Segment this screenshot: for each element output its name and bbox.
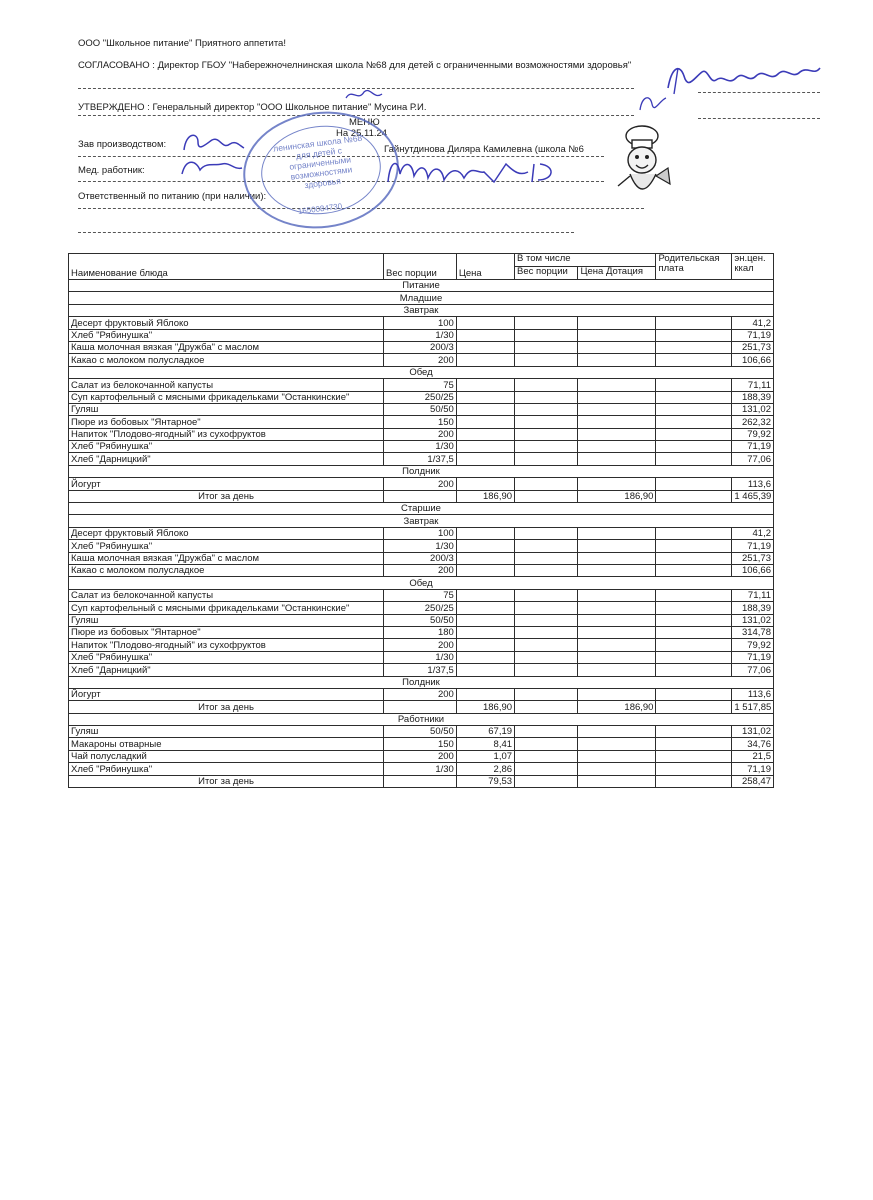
day-total-label: Итог за день <box>69 701 384 713</box>
stamp-number: 1650084730 <box>297 201 343 217</box>
dish-kcal: 79,92 <box>732 639 774 651</box>
section-row <box>69 676 774 688</box>
parent-payment-cell <box>656 688 732 700</box>
dish-weight: 200 <box>384 428 457 440</box>
table-row <box>69 453 774 465</box>
table-row <box>69 329 774 341</box>
sub-weight-cell <box>515 540 578 552</box>
dish-name: Напиток "Плодово-ягодный" из сухофруктов <box>69 428 384 440</box>
sub-weight-cell <box>515 564 578 576</box>
dish-price: 1,07 <box>456 750 514 762</box>
dish-price <box>456 564 514 576</box>
dish-price <box>456 354 514 366</box>
menu-table-body <box>69 280 774 788</box>
sub-price-cell <box>578 428 656 440</box>
sub-weight-cell <box>515 379 578 391</box>
parent-payment-cell <box>656 416 732 428</box>
dish-name: Какао с молоком полусладкое <box>69 354 384 366</box>
parent-payment-cell <box>656 527 732 539</box>
dish-weight: 1/30 <box>384 329 457 341</box>
dish-weight: 1/37,5 <box>384 453 457 465</box>
sub-price-cell <box>578 626 656 638</box>
sub-weight-cell <box>515 317 578 329</box>
menu-date: На 25.11.24 <box>336 128 388 139</box>
dish-price <box>456 651 514 663</box>
sub-price-cell <box>578 379 656 391</box>
sub-price-cell <box>578 602 656 614</box>
dish-weight: 1/37,5 <box>384 664 457 676</box>
dish-price <box>456 341 514 353</box>
sub-weight-cell <box>515 738 578 750</box>
section-row <box>69 292 774 304</box>
agreed-line: СОГЛАСОВАНО : Директор ГБОУ "Набережночелнинская школа №68 для детей с ограниченными возможностями здоровья" <box>78 60 632 71</box>
dish-weight: 100 <box>384 527 457 539</box>
parent-payment-cell <box>656 564 732 576</box>
approved-sign-dotted-line <box>698 118 820 119</box>
dish-weight: 200 <box>384 564 457 576</box>
production-signature <box>176 128 246 182</box>
dish-name: Гуляш <box>69 614 384 626</box>
table-row <box>69 664 774 676</box>
dish-weight: 200 <box>384 750 457 762</box>
dish-weight: 150 <box>384 738 457 750</box>
dish-name: Пюре из бобовых "Янтарное" <box>69 416 384 428</box>
section-label: Работники <box>69 713 774 725</box>
dish-weight: 75 <box>384 379 457 391</box>
table-row <box>69 589 774 601</box>
dish-kcal: 131,02 <box>732 403 774 415</box>
dish-price: 8,41 <box>456 738 514 750</box>
dish-kcal: 71,19 <box>732 540 774 552</box>
sub-price-cell <box>578 317 656 329</box>
production-label: Зав производством: <box>78 139 167 150</box>
table-row <box>69 341 774 353</box>
table-row <box>69 552 774 564</box>
section-label: Обед <box>69 366 774 378</box>
dish-kcal: 77,06 <box>732 453 774 465</box>
section-label: Завтрак <box>69 515 774 527</box>
table-row <box>69 428 774 440</box>
responsible-label: Ответственный по питанию (при наличии): <box>78 191 267 202</box>
sub-price-cell <box>578 478 656 490</box>
day-total-subsidy: 186,90 <box>578 490 656 502</box>
total-parent-payment-cell <box>656 490 732 502</box>
sub-price-cell <box>578 527 656 539</box>
dish-name: Гуляш <box>69 403 384 415</box>
dish-weight: 50/50 <box>384 403 457 415</box>
dish-weight: 200 <box>384 688 457 700</box>
sub-price-cell <box>578 750 656 762</box>
total-parent-payment-cell <box>656 775 732 787</box>
parent-payment-cell <box>656 341 732 353</box>
section-row <box>69 713 774 725</box>
parent-payment-cell <box>656 403 732 415</box>
dish-price <box>456 688 514 700</box>
dish-name: Гуляш <box>69 726 384 738</box>
parent-payment-cell <box>656 614 732 626</box>
dish-price <box>456 453 514 465</box>
dish-price <box>456 478 514 490</box>
dish-kcal: 71,19 <box>732 651 774 663</box>
sub-weight-cell <box>515 403 578 415</box>
parent-payment-cell <box>656 354 732 366</box>
sub-weight-cell <box>515 726 578 738</box>
dish-price <box>456 589 514 601</box>
dish-name: Десерт фруктовый Яблоко <box>69 527 384 539</box>
sub-price-cell <box>578 639 656 651</box>
section-label: Полдник <box>69 676 774 688</box>
dish-kcal: 188,39 <box>732 391 774 403</box>
dish-kcal: 314,78 <box>732 626 774 638</box>
dish-weight: 1/30 <box>384 651 457 663</box>
day-total-price: 186,90 <box>456 701 514 713</box>
total-weight-cell <box>384 775 457 787</box>
dish-name: Каша молочная вязкая "Дружба" с маслом <box>69 341 384 353</box>
parent-payment-cell <box>656 391 732 403</box>
dish-price <box>456 317 514 329</box>
parent-payment-cell <box>656 664 732 676</box>
sub-price-cell <box>578 726 656 738</box>
sub-weight-cell <box>515 651 578 663</box>
table-row <box>69 403 774 415</box>
dish-kcal: 251,73 <box>732 552 774 564</box>
col-header-price: Цена <box>456 254 514 280</box>
col-header-name: Наименование блюда <box>69 254 384 280</box>
dish-kcal: 113,6 <box>732 478 774 490</box>
section-row <box>69 515 774 527</box>
day-total-price: 186,90 <box>456 490 514 502</box>
col-header-parent-payment: Родительская плата <box>656 254 732 280</box>
table-row <box>69 317 774 329</box>
sub-weight-cell <box>515 527 578 539</box>
parent-payment-cell <box>656 639 732 651</box>
table-header-row <box>69 254 774 267</box>
dish-price <box>456 379 514 391</box>
section-label: Старшие <box>69 503 774 515</box>
parent-payment-cell <box>656 379 732 391</box>
extra-dotted-line <box>78 232 574 233</box>
dish-weight: 250/25 <box>384 602 457 614</box>
table-row <box>69 726 774 738</box>
dish-weight: 180 <box>384 626 457 638</box>
sub-price-cell <box>578 664 656 676</box>
medic-signature <box>384 152 564 192</box>
dish-kcal: 41,2 <box>732 527 774 539</box>
menu-title: МЕНЮ <box>349 117 380 128</box>
sub-weight-cell <box>515 416 578 428</box>
medic-label: Мед. работник: <box>78 165 145 176</box>
sub-weight-cell <box>515 750 578 762</box>
sub-weight-cell <box>515 626 578 638</box>
day-total-price: 79,53 <box>456 775 514 787</box>
dish-price <box>456 552 514 564</box>
dish-name: Макароны отварные <box>69 738 384 750</box>
sub-price-cell <box>578 589 656 601</box>
col-header-weight: Вес порции <box>384 254 457 280</box>
dish-price <box>456 540 514 552</box>
dish-kcal: 71,19 <box>732 329 774 341</box>
table-row <box>69 478 774 490</box>
table-row <box>69 354 774 366</box>
total-weight-cell <box>384 490 457 502</box>
sub-price-cell <box>578 688 656 700</box>
section-row <box>69 465 774 477</box>
dish-kcal: 21,5 <box>732 750 774 762</box>
day-total-label: Итог за день <box>69 490 384 502</box>
dish-price: 67,19 <box>456 726 514 738</box>
total-row <box>69 775 774 787</box>
sub-weight-cell <box>515 341 578 353</box>
dish-name: Какао с молоком полусладкое <box>69 564 384 576</box>
section-label: Полдник <box>69 465 774 477</box>
dish-name: Суп картофельный с мясными фрикадельками "Останкинские" <box>69 602 384 614</box>
total-weight-cell <box>384 701 457 713</box>
parent-payment-cell <box>656 763 732 775</box>
dish-weight: 200 <box>384 478 457 490</box>
dish-price <box>456 403 514 415</box>
dish-price <box>456 391 514 403</box>
sub-price-cell <box>578 391 656 403</box>
dish-price <box>456 329 514 341</box>
parent-payment-cell <box>656 738 732 750</box>
dish-name: Суп картофельный с мясными фрикадельками "Останкинские" <box>69 391 384 403</box>
dish-name: Хлеб "Рябинушка" <box>69 763 384 775</box>
sub-price-cell <box>578 453 656 465</box>
dish-weight: 200 <box>384 639 457 651</box>
dish-kcal: 188,39 <box>732 602 774 614</box>
sub-price-cell <box>578 763 656 775</box>
section-label: Обед <box>69 577 774 589</box>
dish-price: 2,86 <box>456 763 514 775</box>
dish-name: Хлеб "Рябинушка" <box>69 540 384 552</box>
table-row <box>69 540 774 552</box>
approved-signature <box>636 92 670 116</box>
sub-price-cell <box>578 540 656 552</box>
dish-kcal: 106,66 <box>732 354 774 366</box>
dish-kcal: 262,32 <box>732 416 774 428</box>
dish-weight: 1/30 <box>384 540 457 552</box>
sub-price-cell <box>578 354 656 366</box>
dish-weight: 150 <box>384 416 457 428</box>
table-row <box>69 738 774 750</box>
dish-kcal: 34,76 <box>732 738 774 750</box>
sub-weight-cell <box>515 614 578 626</box>
dish-price <box>456 664 514 676</box>
sub-weight-cell <box>515 763 578 775</box>
section-row <box>69 280 774 292</box>
day-total-kcal: 258,47 <box>732 775 774 787</box>
dish-weight: 75 <box>384 589 457 601</box>
dish-weight: 1/30 <box>384 441 457 453</box>
dish-kcal: 131,02 <box>732 614 774 626</box>
menu-table <box>68 253 774 788</box>
approved-line: УТВЕРЖДЕНО : Генеральный директор "ООО Школьное питание" Мусина Р.И. <box>78 102 427 113</box>
org-title: ООО "Школьное питание" Приятного аппетита! <box>78 38 286 49</box>
dish-price <box>456 441 514 453</box>
dish-weight: 250/25 <box>384 391 457 403</box>
table-row <box>69 614 774 626</box>
dish-name: Йогурт <box>69 688 384 700</box>
sub-price-cell <box>578 552 656 564</box>
table-row <box>69 527 774 539</box>
table-row <box>69 602 774 614</box>
dish-kcal: 113,6 <box>732 688 774 700</box>
day-total-subsidy: 186,90 <box>578 701 656 713</box>
col-header-kcal: эн.цен. ккал <box>732 254 774 280</box>
section-label: Питание <box>69 280 774 292</box>
dish-price <box>456 527 514 539</box>
dish-name: Салат из белокочанной капусты <box>69 379 384 391</box>
dish-kcal: 71,11 <box>732 589 774 601</box>
sub-price-cell <box>578 341 656 353</box>
dish-price <box>456 602 514 614</box>
dish-kcal: 77,06 <box>732 664 774 676</box>
total-parent-payment-cell <box>656 701 732 713</box>
sub-price-cell <box>578 651 656 663</box>
parent-payment-cell <box>656 428 732 440</box>
dish-name: Йогурт <box>69 478 384 490</box>
dish-name: Салат из белокочанной капусты <box>69 589 384 601</box>
sub-weight-cell <box>515 391 578 403</box>
dish-name: Чай полусладкий <box>69 750 384 762</box>
parent-payment-cell <box>656 626 732 638</box>
dish-name: Хлеб "Рябинушка" <box>69 329 384 341</box>
section-label: Младшие <box>69 292 774 304</box>
parent-payment-cell <box>656 453 732 465</box>
sub-price-cell <box>578 738 656 750</box>
day-total-kcal: 1 465,39 <box>732 490 774 502</box>
dish-kcal: 106,66 <box>732 564 774 576</box>
section-row <box>69 577 774 589</box>
parent-payment-cell <box>656 552 732 564</box>
sub-weight-cell <box>515 478 578 490</box>
dish-kcal: 79,92 <box>732 428 774 440</box>
chef-mascot-icon <box>612 124 674 204</box>
dish-kcal: 131,02 <box>732 726 774 738</box>
table-row <box>69 688 774 700</box>
agreed-director-signature <box>344 86 384 104</box>
dish-name: Пюре из бобовых "Янтарное" <box>69 626 384 638</box>
sub-weight-cell <box>515 552 578 564</box>
dish-name: Напиток "Плодово-ягодный" из сухофруктов <box>69 639 384 651</box>
dish-kcal: 251,73 <box>732 341 774 353</box>
col-header-sub-price: Цена Дотация <box>578 267 656 280</box>
table-row <box>69 391 774 403</box>
dish-price <box>456 639 514 651</box>
sub-weight-cell <box>515 428 578 440</box>
sub-weight-cell <box>515 453 578 465</box>
dish-weight: 200/3 <box>384 341 457 353</box>
sub-weight-cell <box>515 441 578 453</box>
table-row <box>69 379 774 391</box>
dish-name: Хлеб "Дарницкий" <box>69 664 384 676</box>
dish-weight: 50/50 <box>384 726 457 738</box>
parent-payment-cell <box>656 540 732 552</box>
sub-price-cell <box>578 416 656 428</box>
dish-price <box>456 626 514 638</box>
sub-price-cell <box>578 329 656 341</box>
dish-name: Каша молочная вязкая "Дружба" с маслом <box>69 552 384 564</box>
table-row <box>69 626 774 638</box>
sub-price-cell <box>578 564 656 576</box>
sub-price-cell <box>578 441 656 453</box>
col-header-including: В том числе <box>515 254 656 267</box>
sub-weight-cell <box>515 589 578 601</box>
parent-payment-cell <box>656 441 732 453</box>
dish-weight: 50/50 <box>384 614 457 626</box>
parent-payment-cell <box>656 478 732 490</box>
stamp-text: ленинская школа №68 для детей с ограниченными возможностями здоровья <box>272 132 363 191</box>
dish-kcal: 71,19 <box>732 763 774 775</box>
dish-weight: 1/30 <box>384 763 457 775</box>
organization-stamp <box>237 103 406 237</box>
parent-payment-cell <box>656 317 732 329</box>
table-row <box>69 763 774 775</box>
dish-name: Хлеб "Рябинушка" <box>69 651 384 663</box>
section-row <box>69 503 774 515</box>
table-row <box>69 564 774 576</box>
section-row <box>69 304 774 316</box>
sub-weight-cell <box>515 664 578 676</box>
total-sub-weight-cell <box>515 490 578 502</box>
dish-price <box>456 614 514 626</box>
table-row <box>69 441 774 453</box>
sub-weight-cell <box>515 639 578 651</box>
parent-payment-cell <box>656 589 732 601</box>
dish-weight: 100 <box>384 317 457 329</box>
total-sub-weight-cell <box>515 701 578 713</box>
sub-weight-cell <box>515 329 578 341</box>
sub-price-cell <box>578 614 656 626</box>
dish-price <box>456 416 514 428</box>
table-row <box>69 416 774 428</box>
table-row <box>69 651 774 663</box>
col-header-sub-weight: Вес порции <box>515 267 578 280</box>
dish-weight: 200 <box>384 354 457 366</box>
section-row <box>69 366 774 378</box>
day-total-label: Итог за день <box>69 775 384 787</box>
dish-name: Хлеб "Дарницкий" <box>69 453 384 465</box>
dish-price <box>456 428 514 440</box>
parent-payment-cell <box>656 651 732 663</box>
parent-payment-cell <box>656 750 732 762</box>
sub-weight-cell <box>515 688 578 700</box>
parent-payment-cell <box>656 329 732 341</box>
dish-kcal: 41,2 <box>732 317 774 329</box>
dish-name: Хлеб "Рябинушка" <box>69 441 384 453</box>
table-row <box>69 639 774 651</box>
day-total-kcal: 1 517,85 <box>732 701 774 713</box>
total-sub-weight-cell <box>515 775 578 787</box>
dish-kcal: 71,19 <box>732 441 774 453</box>
parent-payment-cell <box>656 726 732 738</box>
dish-name: Десерт фруктовый Яблоко <box>69 317 384 329</box>
parent-payment-cell <box>656 602 732 614</box>
production-name: Гайнутдинова Диляра Камилевна (школа №6 <box>384 144 584 155</box>
total-row <box>69 490 774 502</box>
day-total-subsidy <box>578 775 656 787</box>
sub-weight-cell <box>515 602 578 614</box>
agreed-signature <box>658 58 828 102</box>
table-row <box>69 750 774 762</box>
dish-weight: 200/3 <box>384 552 457 564</box>
sub-weight-cell <box>515 354 578 366</box>
section-label: Завтрак <box>69 304 774 316</box>
sub-price-cell <box>578 403 656 415</box>
total-row <box>69 701 774 713</box>
dish-kcal: 71,11 <box>732 379 774 391</box>
